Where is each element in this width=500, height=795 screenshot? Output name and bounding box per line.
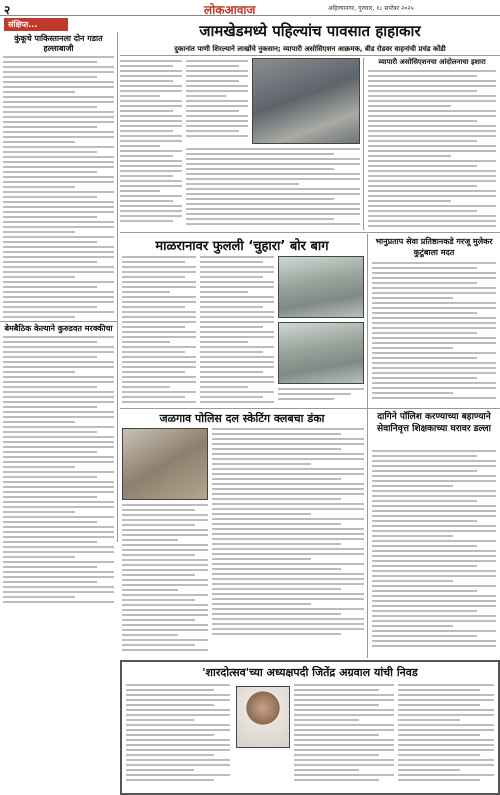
lead-headline: जामखेडमध्ये पहिल्यांच पावसात हाहाकार <box>199 22 421 40</box>
skating-text-2 <box>212 428 364 654</box>
sharadotsav-headline: 'शारदोत्सव'च्या अध्यक्षपदी जितेंद्र अग्रवाल यांची निवड <box>202 666 418 679</box>
orchard-photo-1 <box>278 256 364 318</box>
orchard-caption <box>278 388 364 406</box>
churhara-text-1 <box>122 256 196 406</box>
lead-subheadline: दुकानांत पाणी शिरल्याने लाखोंचे नुकसान; व्यापारी असोसिएशन आक्रमक, बीड रोडवर वाहनांची प्रचंड कोंडी <box>120 45 500 56</box>
dateline: अहिल्यानगर, गुरुवार, १८ सप्टेंबर २०२५ <box>328 5 414 12</box>
lead-bottom-rule <box>120 232 500 233</box>
lead-text-column-2 <box>186 60 248 145</box>
skating-text-1 <box>122 504 208 654</box>
lead-text-column-1 <box>120 60 182 230</box>
brief-story2-title: बेमबैठिक केल्याने कुरुडवत मरक्कीचा <box>0 321 117 336</box>
bhanupratap-headline: भानुप्रताप सेवा प्रतिष्ठानकडे गरजू मुलेकर कुटुंबाला मदत <box>375 237 493 257</box>
sharadotsav-notice <box>120 660 500 795</box>
page-number: २ <box>4 3 11 17</box>
skating-team-photo <box>122 428 208 500</box>
masthead-logo: लोकआवाज <box>204 3 256 17</box>
sharadotsav-text-2 <box>294 684 394 788</box>
teacher-text <box>372 450 496 654</box>
right-column-divider <box>367 234 368 658</box>
lead-divider <box>363 58 364 230</box>
bhanupratap-text <box>372 262 496 406</box>
brief-story1-title: कुंकूचे पाकिस्तानला दोन गडात हल्लाबाजी <box>14 34 103 53</box>
mid-rule <box>120 408 500 409</box>
churhara-text-2 <box>200 256 274 406</box>
skating-headline: जळगाव पोलिस दल स्केटिंग क्लबचा डंका <box>159 412 325 425</box>
lead-side-text <box>368 70 496 230</box>
brief-news-column <box>0 32 118 542</box>
brief-story2-body <box>0 336 117 603</box>
page-header <box>0 0 500 16</box>
teacher-headline: दागिने पॉलिश करण्याच्या बहाण्याने सेवानिवृत्त शिक्षकाच्या घरावर डल्ला <box>377 412 491 434</box>
churhara-headline: माळरानावर फुलली ‘चुहारा’ बोर बाग <box>155 239 329 254</box>
flood-street-photo <box>252 58 360 144</box>
brief-story1-body <box>0 56 117 318</box>
orchard-photo-2 <box>278 322 364 384</box>
jitendra-agrawal-portrait <box>236 686 290 748</box>
lead-side-title: व्यापारी असोसिएशनचा आंदोलनाचा इशारा <box>378 58 486 66</box>
sharadotsav-text-1 <box>126 684 230 788</box>
sidebar-tag: संक्षिप्त... <box>4 18 68 31</box>
sharadotsav-text-3 <box>398 684 494 788</box>
lead-text-lower <box>186 148 360 230</box>
